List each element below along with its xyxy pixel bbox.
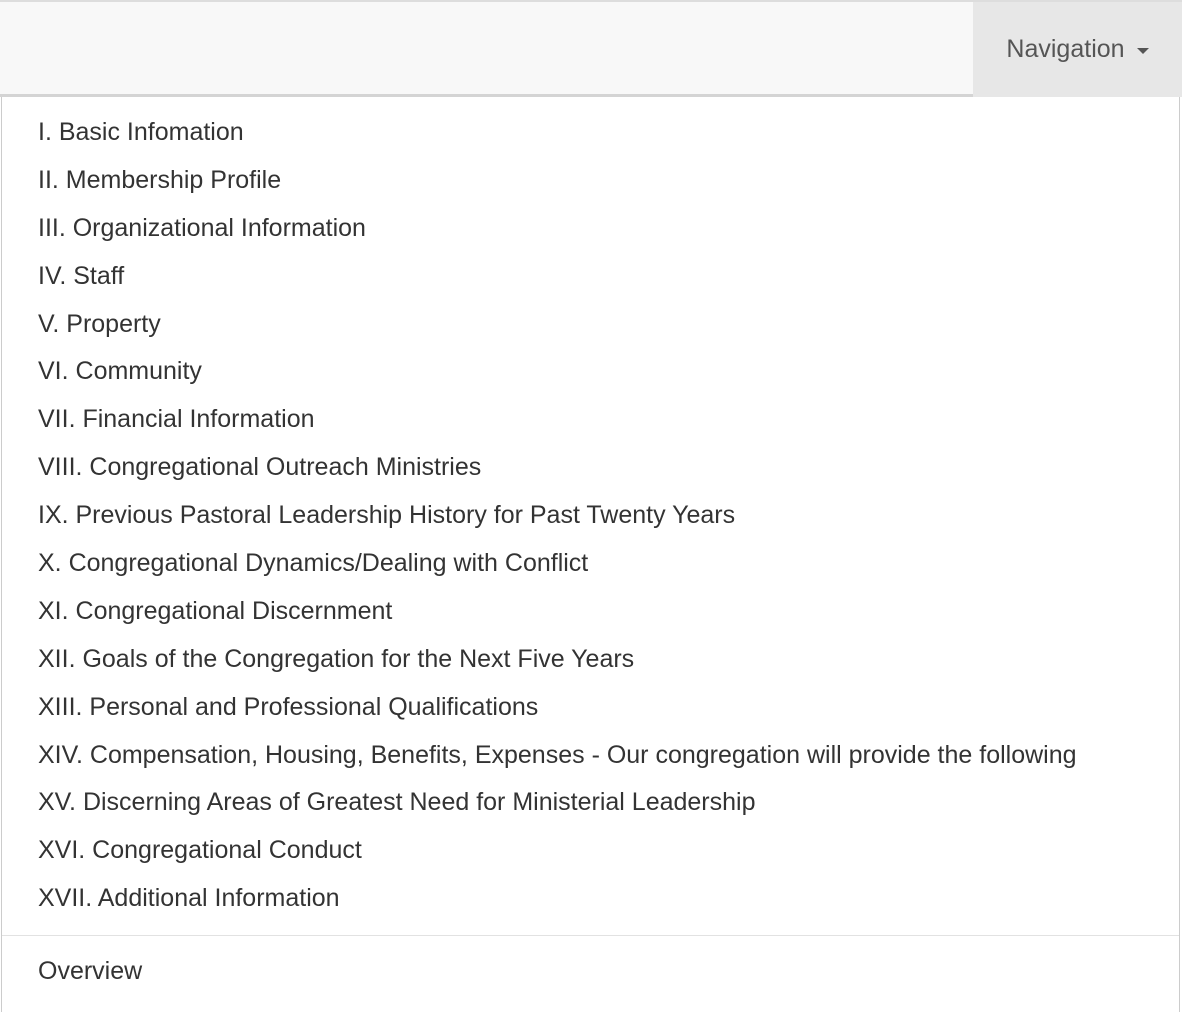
menu-item[interactable]: IX. Previous Pastoral Leadership History for Past Twenty Years [38,501,736,530]
navigation-dropdown-menu [1,97,1180,1012]
menu-item[interactable]: XI. Congregational Discernment [38,596,393,625]
menu-item[interactable]: XVI. Congregational Conduct [38,836,362,865]
caret-down-icon [1137,48,1149,54]
menu-item[interactable]: XVII. Additional Information [38,884,340,913]
menu-item[interactable]: V. Property [38,309,161,338]
menu-item[interactable]: XIV. Compensation, Housing, Benefits, Expenses - Our congregation will provide the following [38,740,1077,769]
menu-item[interactable]: I. Basic Infomation [38,118,244,146]
menu-item[interactable]: X. Congregational Dynamics/Dealing with Conflict [38,549,589,578]
navigation-dropdown-toggle[interactable] [973,2,1182,97]
menu-item[interactable]: VI. Community [38,357,202,386]
menu-item[interactable]: VIII. Congregational Outreach Ministries [38,453,482,482]
navigation-label: Navigation [1006,35,1125,63]
menu-item[interactable]: VII. Financial Information [38,405,315,434]
menu-item-overview[interactable]: Overview [38,957,143,986]
navbar [0,0,1182,97]
menu-item[interactable]: XIII. Personal and Professional Qualifications [38,692,539,721]
menu-item[interactable]: II. Membership Profile [38,165,282,194]
menu-list [2,97,1179,923]
menu-item[interactable]: XV. Discerning Areas of Greatest Need for Ministerial Leadership [38,788,756,817]
menu-item[interactable]: XII. Goals of the Congregation for the Next Five Years [38,644,635,673]
divider [2,935,1179,936]
menu-item[interactable]: IV. Staff [38,261,125,290]
menu-item[interactable]: III. Organizational Information [38,213,366,242]
